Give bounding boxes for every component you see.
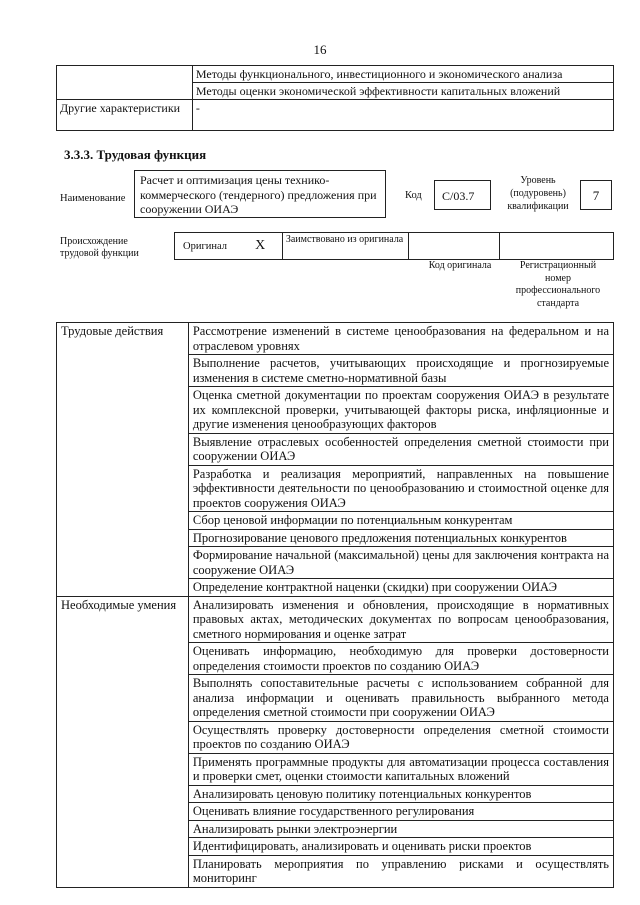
labor-action-item: Выполнение расчетов, учитывающих происходящие и прогнозируемые изменения в системе сметно-нормативной базы xyxy=(188,355,613,387)
section-title: 3.3.3. Трудовая функция xyxy=(64,147,207,162)
reg-number-cell xyxy=(500,233,614,260)
skill-item: Применять программные продукты для автоматизации процесса составления и проверки смет, оценки стоимости капитальных вложений xyxy=(188,753,613,785)
qualification-level-field: 7 xyxy=(580,180,612,210)
labor-action-item: Определение контрактной наценки (скидки) при сооружении ОИАЭ xyxy=(188,579,613,597)
skill-item: Планировать мероприятия по управлению рисками и осуществлять мониторинг xyxy=(188,855,613,887)
qualification-level-label: Уровень (подуровень) квалификации xyxy=(507,175,569,212)
method-item: Методы функционального, инвестиционного и экономического анализа xyxy=(192,66,613,83)
code-field: C/03.7 xyxy=(434,180,491,210)
skill-item: Анализировать рынки электроэнергии xyxy=(188,820,613,838)
skill-item: Анализировать ценовую политику потенциальных конкурентов xyxy=(188,785,613,803)
skill-item: Анализировать изменения и обновления, происходящие в нормативных правовых актах, методических документах по вопросам ценообразования, сметного нормирования и оценке затрат xyxy=(188,596,613,643)
table-row xyxy=(57,596,614,643)
skill-item: Идентифицировать, анализировать и оценивать риски проектов xyxy=(188,838,613,856)
naming-label: Наименование xyxy=(60,193,126,204)
other-characteristics-label: Другие характеристики xyxy=(57,100,193,131)
top-table-empty-cell xyxy=(57,66,193,100)
other-characteristics-value: - xyxy=(192,100,613,131)
skill-item: Оценивать влияние государственного регулирования xyxy=(188,803,613,821)
origin-table xyxy=(174,232,614,260)
code-label: Код xyxy=(405,190,422,201)
reg-number-label: Регистрационный номер профессионального стандарта xyxy=(515,260,601,309)
page-number: 16 xyxy=(313,42,327,57)
code-original-label: Код оригинала xyxy=(428,260,492,271)
skill-item: Осуществлять проверку достоверности определения сметной стоимости проектов по созданию ОИАЭ xyxy=(188,721,613,753)
top-table xyxy=(56,65,614,131)
labor-action-item: Оценка сметной документации по проектам сооружения ОИАЭ в результате их комплексной проверки, учитывающей факторы риска, инфляционные и другие изменения ценообразующих факторов xyxy=(188,387,613,434)
borrowed-label: Заимствовано из оригинала xyxy=(282,233,408,260)
labor-action-item: Рассмотрение изменений в системе ценообразования на федеральном и на отраслевом уровнях xyxy=(188,323,613,355)
labor-action-item: Разработка и реализация мероприятий, направленных на повышение эффективности деятельности по ценообразованию и стоимостной оценке для проектов сооружения ОИАЭ xyxy=(188,465,613,512)
skills-label: Необходимые умения xyxy=(57,596,189,887)
skill-item: Выполнять сопоставительные расчеты с использованием собранной для анализа информации и оценивать правильность выбранного метода определения сметной стоимости при сооружении ОИАЭ xyxy=(188,675,613,722)
labor_actions-label: Трудовые действия xyxy=(57,323,189,597)
code-original-cell xyxy=(408,233,500,260)
labor-action-item: Прогнозирование ценового предложения потенциальных конкурентов xyxy=(188,529,613,547)
labor-action-item: Выявление отраслевых особенностей определения сметной стоимости при сооружении ОИАЭ xyxy=(188,433,613,465)
method-item: Методы оценки экономической эффективности капитальных вложений xyxy=(192,83,613,100)
origin-label: Происхождение трудовой функции xyxy=(60,236,139,259)
table-row xyxy=(57,323,614,355)
labor-action-item: Формирование начальной (максимальной) цены для заключения контракта на сооружение ОИАЭ xyxy=(188,547,613,579)
function-name-field: Расчет и оптимизация цены технико-коммерческого (тендерного) предложения при сооружении ОИАЭ xyxy=(134,170,386,218)
main-table xyxy=(56,322,614,888)
original-label: Оригинал xyxy=(175,233,239,260)
original-mark: X xyxy=(238,233,282,260)
labor-action-item: Сбор ценовой информации по потенциальным конкурентам xyxy=(188,512,613,530)
skill-item: Оценивать информацию, необходимую для проверки достоверности определения стоимости проектов по созданию ОИАЭ xyxy=(188,643,613,675)
